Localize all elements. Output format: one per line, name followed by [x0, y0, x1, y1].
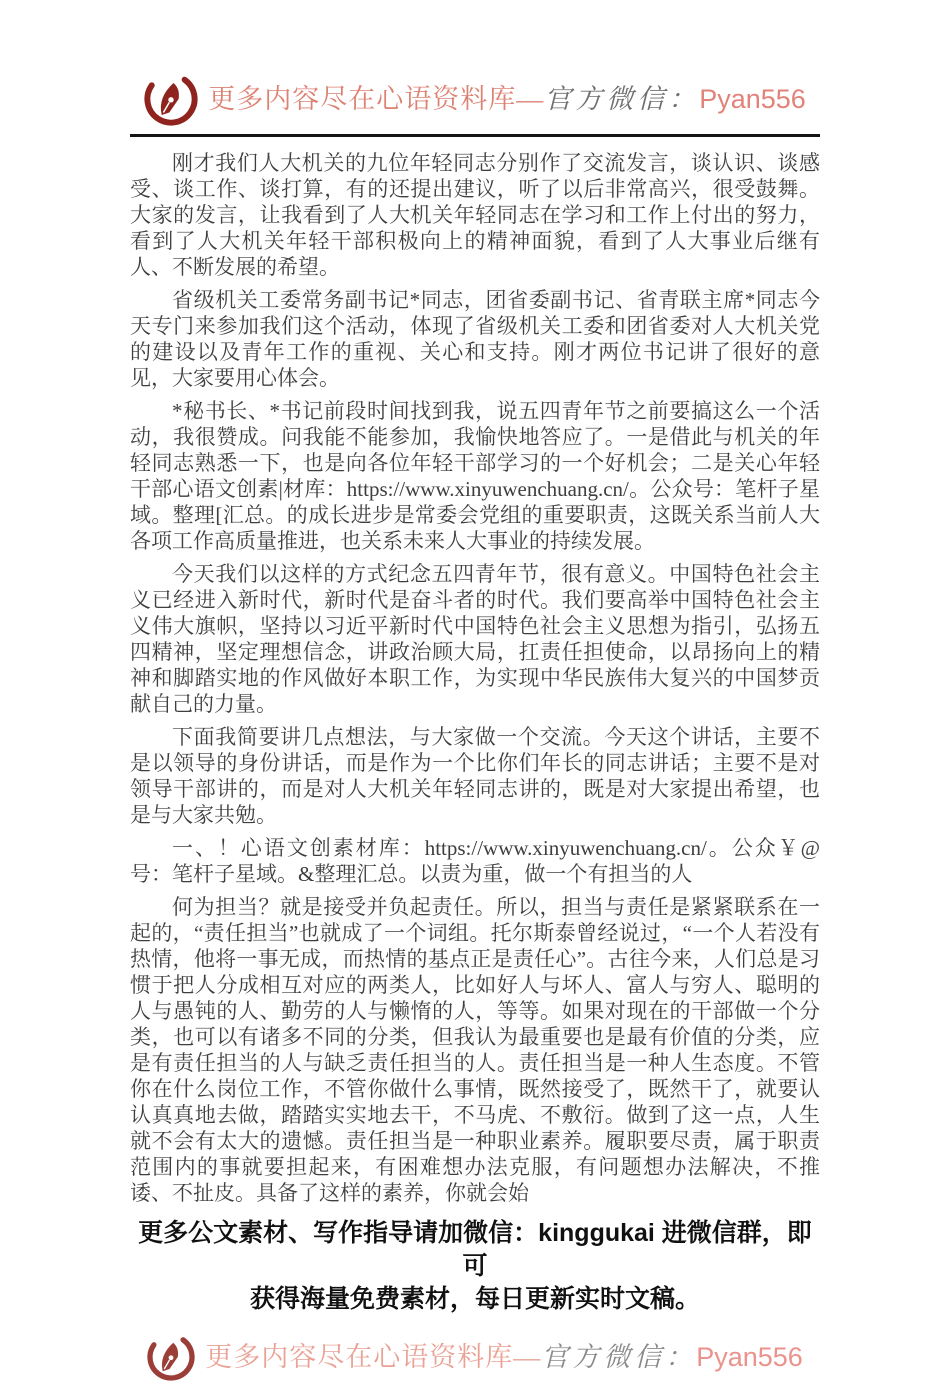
- document-body: [130, 137, 820, 1206]
- paragraph: 刚才我们人大机关的九位年轻同志分别作了交流发言，谈认识、谈感受、谈工作、谈打算，有的还提出建议，听了以后非常高兴，很受鼓舞。大家的发言，让我看到了人大机关年轻同志在学习和工作上付出的努力，看到了人大机关年轻干部积极向上的精神面貌，看到了人大事业后继有人、不断发展的希望。: [130, 151, 820, 279]
- paragraph: 省级机关工委常务副书记*同志，团省委副书记、省青联主席*同志今天专门来参加我们这个活动，体现了省级机关工委和团省委对人大机关党的建设以及青年工作的重视、关心和支持。刚才两位书记讲了很好的意见，大家要用心体会。: [130, 288, 820, 390]
- pen-logo-icon: [144, 72, 198, 126]
- paragraph: 一、！心语文创素材库：https://www.xinyuwenchuang.cn/。公众￥@号：笔杆子星域。&整理汇总。以责为重，做一个有担当的人: [130, 836, 820, 886]
- paragraph: 下面我简要讲几点想法，与大家做一个交流。今天这个讲话，主要不是以领导的身份讲话，而是作为一个比你们年长的同志讲话；主要不是对领导干部讲的，而是对人大机关年轻同志讲的，既是对大家提出希望，也是与大家共勉。: [130, 725, 820, 827]
- banner-wechat-label: 官方微信：: [541, 1342, 697, 1372]
- banner-slogan: 更多内容尽在心语资料库—: [208, 84, 545, 114]
- header-banner: [130, 0, 820, 126]
- banner-wechat-id: Pyan556: [699, 84, 806, 114]
- banner-wechat-id: Pyan556: [696, 1342, 803, 1372]
- footer-banner: [130, 1330, 820, 1384]
- footer-notice: [130, 1217, 820, 1316]
- banner-slogan: 更多内容尽在心语资料库—: [205, 1342, 542, 1372]
- banner-wechat-label: 官方微信：: [544, 84, 700, 114]
- pen-logo-icon: [147, 1333, 195, 1381]
- header-banner-text: [208, 72, 806, 126]
- paragraph: 今天我们以这样的方式纪念五四青年节，很有意义。中国特色社会主义已经进入新时代，新时代是奋斗者的时代。我们要高举中国特色社会主义伟大旗帜，坚持以习近平新时代中国特色社会主义思想为指引，弘扬五四精神，坚定理想信念，讲政治顾大局，扛责任担使命，以昂扬向上的精神和脚踏实地的作风做好本职工作，为实现中华民族伟大复兴的中国梦贡献自己的力量。: [130, 562, 820, 716]
- paragraph: 何为担当？就是接受并负起责任。所以，担当与责任是紧紧联系在一起的，“责任担当”也就成了一个词组。托尔斯泰曾经说过，“一个人若没有热情，他将一事无成，而热情的基点正是责任心”。古往今来，人们总是习惯于把人分成相互对应的两类人，比如好人与坏人、富人与穷人、聪明的人与愚钝的人、勤劳的人与懒惰的人，等等。如果对现在的干部做一个分类，也可以有诸多不同的分类，但我认为最重要也是最有价值的分类，应是有责任担当的人与缺乏责任担当的人。责任担当是一种人生态度。不管你在什么岗位工作，不管你做什么事情，既然接受了，既然干了，就要认认真真地去做，踏踏实实地去干，不马虎、不敷衍。做到了这一点，人生就不会有太大的遗憾。责任担当是一种职业素养。履职要尽责，属于职责范围内的事就要担起来，有困难想办法克服，有问题想办法解决，不推诿、不扯皮。具备了这样的素养，你就会始: [130, 895, 820, 1205]
- footer-notice-line-1: 更多公文素材、写作指导请加微信：kinggukai 进微信群，即可: [138, 1219, 812, 1280]
- footer-notice-line-2: 获得海量免费素材，每日更新实时文稿。: [249, 1285, 700, 1313]
- paragraph: *秘书长、*书记前段时间找到我，说五四青年节之前要搞这么一个活动，我很赞成。问我能不能参加，我愉快地答应了。一是借此与机关的年轻同志熟悉一下，也是向各位年轻干部学习的一个好机会；二是关心年轻干部心语文创素|材库：https://www.xinyuwenchuang.cn/。公众号：笔杆子星域。整理[汇总。的成长进步是常委会党组的重要职责，这既关系当前人大各项工作高质量推进，也关系未来人大事业的持续发展。: [130, 399, 820, 553]
- footer-banner-text: [205, 1330, 803, 1384]
